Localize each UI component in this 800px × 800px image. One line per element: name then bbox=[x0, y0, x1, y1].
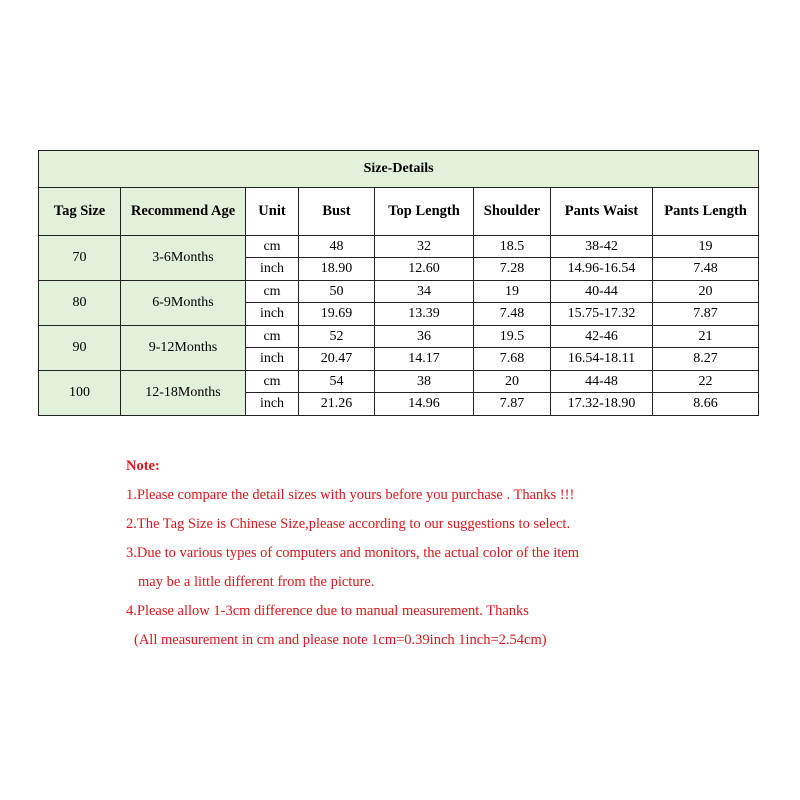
header-tag-size: Tag Size bbox=[39, 187, 121, 235]
bust-cell: 20.47 bbox=[299, 348, 375, 371]
bust-cell: 18.90 bbox=[299, 258, 375, 281]
note-line: 1.Please compare the detail sizes with yours before you purchase . Thanks !!! bbox=[126, 487, 575, 503]
shoulder-cell: 20 bbox=[474, 370, 551, 393]
pants-waist-cell: 40-44 bbox=[551, 280, 653, 303]
note-line: 4.Please allow 1-3cm difference due to manual measurement. Thanks bbox=[126, 603, 529, 619]
note-line: 2.The Tag Size is Chinese Size,please according to our suggestions to select. bbox=[126, 516, 571, 532]
pants-waist-cell: 38-42 bbox=[551, 235, 653, 258]
table-row bbox=[39, 325, 759, 348]
shoulder-cell: 19 bbox=[474, 280, 551, 303]
note-line: (All measurement in cm and please note 1cm=0.39inch 1inch=2.54cm) bbox=[134, 632, 547, 648]
top-length-cell: 14.96 bbox=[375, 393, 474, 416]
table-row bbox=[39, 370, 759, 393]
header-pants-length: Pants Length bbox=[653, 187, 759, 235]
top-length-cell: 34 bbox=[375, 280, 474, 303]
notes-section bbox=[126, 455, 766, 658]
shoulder-cell: 7.68 bbox=[474, 348, 551, 371]
table-title-row bbox=[39, 151, 759, 188]
shoulder-cell: 7.48 bbox=[474, 303, 551, 326]
top-length-cell: 32 bbox=[375, 235, 474, 258]
table-header-row bbox=[39, 187, 759, 235]
pants-waist-cell: 42-46 bbox=[551, 325, 653, 348]
table-title: Size-Details bbox=[39, 151, 759, 188]
header-unit: Unit bbox=[246, 187, 299, 235]
size-details-table bbox=[38, 150, 759, 416]
top-length-cell: 36 bbox=[375, 325, 474, 348]
notes-heading: Note: bbox=[126, 458, 160, 474]
tag-size-cell: 90 bbox=[39, 325, 121, 370]
top-length-cell: 38 bbox=[375, 370, 474, 393]
bust-cell: 52 bbox=[299, 325, 375, 348]
shoulder-cell: 7.87 bbox=[474, 393, 551, 416]
unit-cell: inch bbox=[246, 258, 299, 281]
top-length-cell: 13.39 bbox=[375, 303, 474, 326]
pants-length-cell: 21 bbox=[653, 325, 759, 348]
unit-cell: inch bbox=[246, 393, 299, 416]
pants-waist-cell: 44-48 bbox=[551, 370, 653, 393]
unit-cell: inch bbox=[246, 303, 299, 326]
age-cell: 6-9Months bbox=[121, 280, 246, 325]
bust-cell: 50 bbox=[299, 280, 375, 303]
bust-cell: 54 bbox=[299, 370, 375, 393]
pants-length-cell: 19 bbox=[653, 235, 759, 258]
unit-cell: cm bbox=[246, 235, 299, 258]
top-length-cell: 14.17 bbox=[375, 348, 474, 371]
pants-length-cell: 8.66 bbox=[653, 393, 759, 416]
pants-length-cell: 8.27 bbox=[653, 348, 759, 371]
pants-length-cell: 7.48 bbox=[653, 258, 759, 281]
tag-size-cell: 70 bbox=[39, 235, 121, 280]
pants-length-cell: 7.87 bbox=[653, 303, 759, 326]
table-row bbox=[39, 235, 759, 258]
pants-waist-cell: 16.54-18.11 bbox=[551, 348, 653, 371]
bust-cell: 48 bbox=[299, 235, 375, 258]
header-recommend-age: Recommend Age bbox=[121, 187, 246, 235]
shoulder-cell: 7.28 bbox=[474, 258, 551, 281]
header-top-length: Top Length bbox=[375, 187, 474, 235]
pants-length-cell: 22 bbox=[653, 370, 759, 393]
header-pants-waist: Pants Waist bbox=[551, 187, 653, 235]
note-line: 3.Due to various types of computers and monitors, the actual color of the item bbox=[126, 545, 580, 561]
age-cell: 12-18Months bbox=[121, 370, 246, 415]
shoulder-cell: 18.5 bbox=[474, 235, 551, 258]
bust-cell: 21.26 bbox=[299, 393, 375, 416]
unit-cell: cm bbox=[246, 325, 299, 348]
tag-size-cell: 100 bbox=[39, 370, 121, 415]
note-line: may be a little different from the picture. bbox=[138, 574, 375, 590]
pants-waist-cell: 17.32-18.90 bbox=[551, 393, 653, 416]
pants-waist-cell: 14.96-16.54 bbox=[551, 258, 653, 281]
unit-cell: inch bbox=[246, 348, 299, 371]
table-row bbox=[39, 280, 759, 303]
top-length-cell: 12.60 bbox=[375, 258, 474, 281]
unit-cell: cm bbox=[246, 370, 299, 393]
header-bust: Bust bbox=[299, 187, 375, 235]
pants-waist-cell: 15.75-17.32 bbox=[551, 303, 653, 326]
pants-length-cell: 20 bbox=[653, 280, 759, 303]
unit-cell: cm bbox=[246, 280, 299, 303]
header-shoulder: Shoulder bbox=[474, 187, 551, 235]
age-cell: 3-6Months bbox=[121, 235, 246, 280]
shoulder-cell: 19.5 bbox=[474, 325, 551, 348]
bust-cell: 19.69 bbox=[299, 303, 375, 326]
tag-size-cell: 80 bbox=[39, 280, 121, 325]
age-cell: 9-12Months bbox=[121, 325, 246, 370]
